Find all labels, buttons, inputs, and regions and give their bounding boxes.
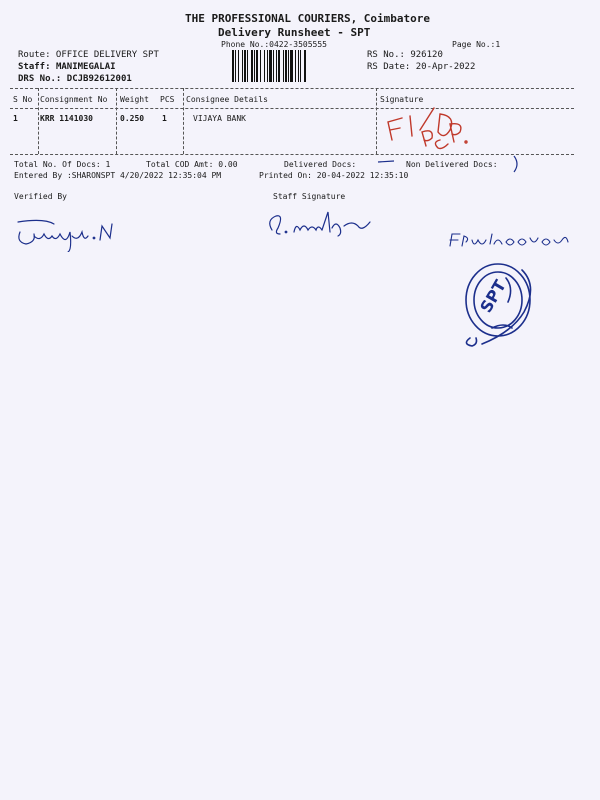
stamp-text: SPT	[476, 276, 510, 316]
barcode-bar	[298, 50, 299, 82]
company-name: THE PROFESSIONAL COURIERS, Coimbatore	[185, 12, 431, 25]
barcode-bar	[260, 50, 261, 82]
barcode-bar	[232, 50, 234, 82]
col-header-consignee: Consignee Details	[186, 95, 268, 104]
staff-value: MANIMEGALAI	[55, 62, 116, 72]
barcode-image	[232, 50, 354, 82]
phone-number: Phone No.:0422-3505555	[221, 40, 327, 49]
staff-label: Staff:	[18, 62, 51, 72]
cell-weight: 0.250	[120, 114, 145, 123]
delivered-docs-label: Delivered Docs:	[284, 160, 357, 169]
staff-signature-label: Staff Signature	[273, 192, 346, 201]
barcode-bar	[283, 50, 284, 82]
barcode-bar	[235, 50, 236, 82]
barcode-bar	[290, 50, 293, 82]
barcode-bar	[254, 50, 255, 82]
non-delivered-docs-label: Non Delivered Docs:	[406, 160, 498, 169]
col-header-pcs: PCS	[160, 95, 175, 104]
barcode-bar	[242, 50, 243, 82]
spt-stamp	[452, 258, 544, 350]
cell-consignee: VIJAYA BANK	[193, 114, 246, 123]
drs-row	[18, 74, 132, 84]
col-divider	[38, 88, 39, 154]
rs-number: RS No.: 926120	[367, 50, 443, 60]
cell-consignment: KRR 1141030	[40, 114, 93, 123]
barcode-bar	[267, 50, 268, 82]
barcode-bar	[256, 50, 258, 82]
handwritten-fd-note	[380, 102, 500, 158]
col-divider	[116, 88, 117, 154]
barcode-bar	[295, 50, 296, 82]
printed-on: Printed On: 20-04-2022 12:35:10	[259, 171, 409, 180]
receiver-handwriting	[446, 226, 576, 252]
table-top-rule	[10, 88, 574, 89]
col-header-sno: S No	[13, 95, 33, 104]
verifier-signature	[14, 212, 124, 252]
barcode-bar	[238, 50, 239, 82]
drs-label: DRS No.:	[18, 74, 62, 84]
barcode-bar	[273, 50, 274, 82]
document-title: Delivery Runsheet - SPT	[218, 26, 371, 39]
col-header-signature: Signature	[380, 95, 424, 104]
barcode-bar	[288, 50, 289, 82]
staff-signature	[262, 206, 382, 240]
entered-by: Entered By :SHARONSPT 4/20/2022 12:35:04 PM	[14, 171, 222, 180]
staff-row	[18, 62, 116, 72]
drs-value: DCJB92612001	[66, 74, 132, 84]
barcode-bar	[300, 50, 301, 82]
non-delivered-mark	[508, 154, 522, 176]
verified-by-label: Verified By	[14, 192, 67, 201]
page-number: Page No.:1	[452, 40, 501, 49]
barcode-bar	[276, 50, 277, 82]
barcode-bar	[251, 50, 253, 82]
cell-pcs: 1	[162, 114, 167, 123]
barcode-bar	[244, 50, 246, 82]
delivered-docs-dash	[376, 158, 398, 166]
col-header-weight: Weight	[120, 95, 149, 104]
col-divider	[376, 88, 377, 154]
route-text: Route: OFFICE DELIVERY SPT	[18, 50, 159, 60]
rs-date: RS Date: 20-Apr-2022	[367, 62, 476, 72]
barcode-bar	[247, 50, 248, 82]
total-cod: Total COD Amt: 0.00	[146, 160, 238, 169]
barcode-bar	[278, 50, 280, 82]
total-docs: Total No. Of Docs: 1	[14, 160, 111, 169]
col-divider	[183, 88, 184, 154]
col-header-consignment: Consignment No	[40, 95, 108, 104]
barcode-bar	[304, 50, 306, 82]
cell-sno: 1	[13, 114, 18, 123]
barcode-bar	[285, 50, 287, 82]
barcode-bar	[264, 50, 265, 82]
barcode-bar	[269, 50, 272, 82]
